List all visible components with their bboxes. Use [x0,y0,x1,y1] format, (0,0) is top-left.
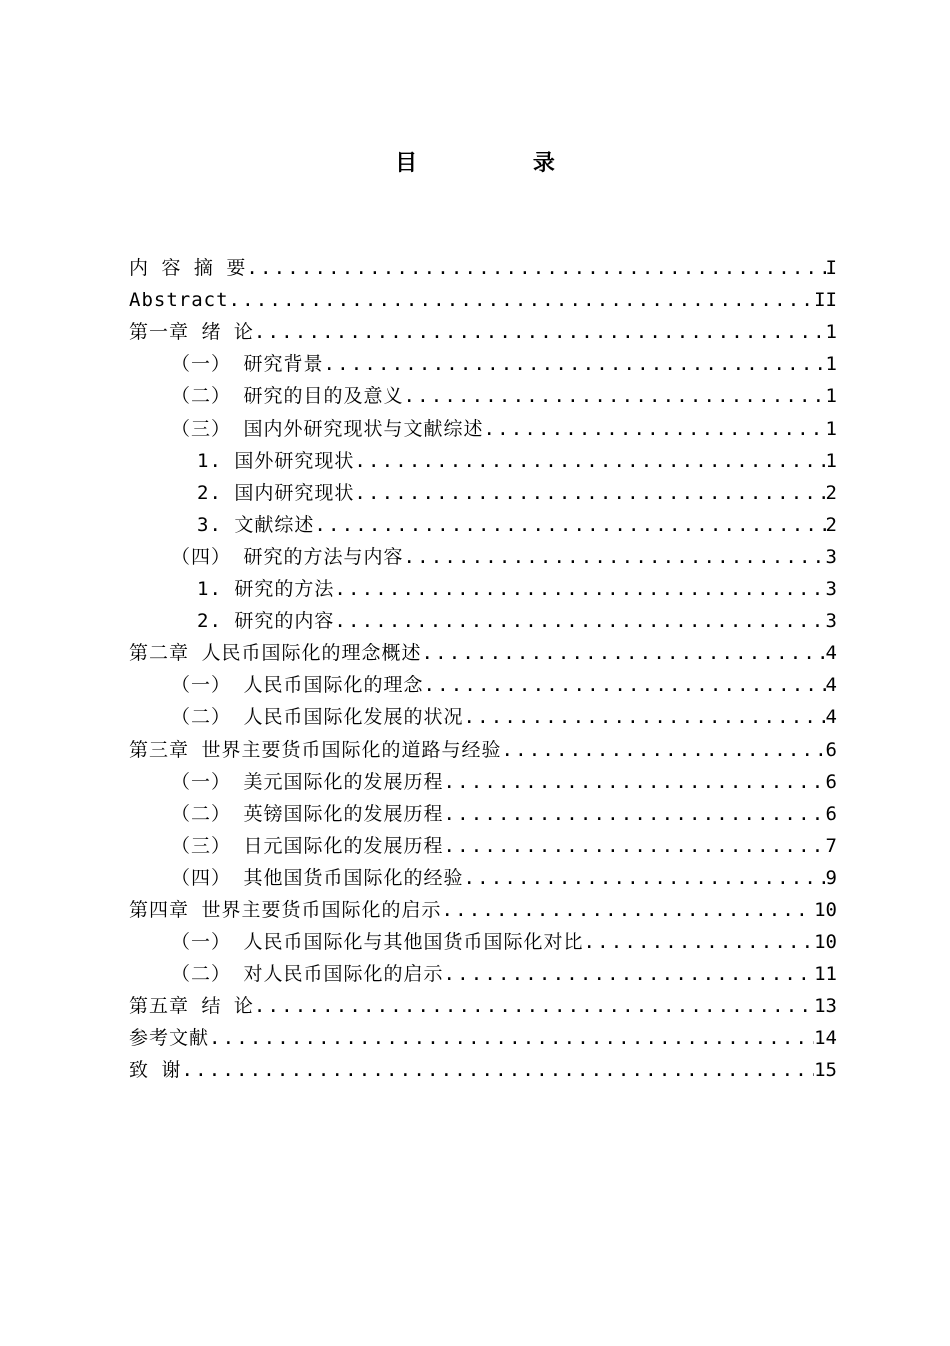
toc-entry-label: 致 谢 [129,1059,182,1082]
table-of-contents [129,247,837,1081]
toc-entry-label: （一） 美元国际化的发展历程 [171,770,444,793]
toc-dot-leader [483,418,825,440]
toc-entry[interactable] [129,536,837,568]
toc-entry[interactable] [129,343,837,375]
toc-entry-page: 3 [825,610,837,633]
toc-entry-label: 第五章 结 论 [129,995,254,1018]
toc-entry-label: （二） 研究的目的及意义 [171,385,404,408]
toc-entry-label: 3. 文献综述 [197,513,315,536]
toc-entry-page: 10 [814,931,837,954]
toc-entry-label: 第一章 绪 论 [129,321,254,344]
toc-entry[interactable] [129,728,837,760]
toc-entry-label: （二） 人民币国际化发展的状况 [171,706,464,729]
toc-entry[interactable] [129,472,837,504]
toc-entry-page: 3 [825,578,837,601]
toc-dot-leader [354,450,825,472]
toc-entry-label: （三） 日元国际化的发展历程 [171,834,444,857]
toc-entry[interactable] [129,279,837,311]
toc-dot-leader [583,931,814,953]
toc-entry[interactable] [129,600,837,632]
toc-entry[interactable] [129,1017,837,1049]
toc-entry[interactable] [129,568,837,600]
toc-entry-label: 2. 研究的内容 [197,610,335,633]
toc-entry-label: 第三章 世界主要货币国际化的道路与经验 [129,738,502,761]
toc-entry[interactable] [129,1049,837,1081]
toc-entry[interactable] [129,761,837,793]
toc-entry-label: （一） 人民币国际化的理念 [171,674,424,697]
toc-entry-label: （一） 人民币国际化与其他国货币国际化对比 [171,931,584,954]
toc-entry[interactable] [129,440,837,472]
toc-entry-page: 2 [825,481,837,504]
toc-entry-page: 4 [825,706,837,729]
toc-dot-leader [254,321,826,343]
toc-entry[interactable] [129,696,837,728]
toc-entry[interactable] [129,247,837,279]
toc-entry-page: 1 [825,353,837,376]
toc-dot-leader [443,771,825,793]
toc-dot-leader [334,610,825,632]
toc-entry[interactable] [129,375,837,407]
toc-entry-label: 第四章 世界主要货币国际化的启示 [129,898,442,921]
toc-entry-page: 15 [814,1059,837,1082]
toc-entry-label: 内 容 摘 要 [129,257,247,280]
toc-entry-page: I [825,257,837,280]
toc-entry-page: 1 [825,417,837,440]
toc-entry[interactable] [129,793,837,825]
toc-entry-page: 14 [814,1027,837,1050]
toc-dot-leader [463,706,825,728]
toc-entry[interactable] [129,825,837,857]
toc-dot-leader [229,289,815,311]
toc-entry-page: 1 [825,321,837,344]
toc-dot-leader [501,739,825,761]
toc-dot-leader [334,578,825,600]
toc-dot-leader [314,514,825,536]
toc-entry-label: 2. 国内研究现状 [197,481,355,504]
toc-entry[interactable] [129,311,837,343]
toc-entry[interactable] [129,664,837,696]
toc-entry-page: 1 [825,385,837,408]
toc-dot-leader [463,867,825,889]
toc-dot-leader [443,803,825,825]
toc-dot-leader [403,546,825,568]
toc-entry-label: （四） 其他国货币国际化的经验 [171,866,464,889]
toc-dot-leader [443,835,825,857]
toc-entry-page: 2 [825,513,837,536]
toc-dot-leader [181,1059,814,1081]
toc-entry-page: 10 [814,898,837,921]
toc-entry-page: 6 [825,738,837,761]
toc-dot-leader [354,482,825,504]
toc-entry[interactable] [129,985,837,1017]
toc-entry-page: 7 [825,834,837,857]
toc-entry-page: II [814,289,837,312]
toc-entry-label: 参考文献 [129,1027,210,1050]
toc-entry-label: 第二章 人民币国际化的理念概述 [129,642,422,665]
toc-dot-leader [323,353,825,375]
toc-entry-page: 3 [825,545,837,568]
toc-entry-page: 6 [825,770,837,793]
toc-dot-leader [254,995,814,1017]
toc-dot-leader [246,257,825,279]
toc-dot-leader [423,674,825,696]
toc-entry[interactable] [129,632,837,664]
toc-entry-label: 1. 研究的方法 [197,578,335,601]
toc-entry-label: Abstract [129,289,229,312]
toc-dot-leader [209,1027,814,1049]
toc-entry[interactable] [129,921,837,953]
toc-entry-label: （二） 对人民币国际化的启示 [171,963,444,986]
toc-entry-page: 11 [814,963,837,986]
page-title: 目 录 [395,151,609,176]
toc-entry-label: （二） 英镑国际化的发展历程 [171,802,444,825]
toc-dot-leader [403,385,825,407]
toc-entry-page: 6 [825,802,837,825]
toc-entry[interactable] [129,407,837,439]
toc-entry[interactable] [129,953,837,985]
toc-entry-page: 9 [825,866,837,889]
toc-dot-leader [441,899,814,921]
toc-entry-label: （三） 国内外研究现状与文献综述 [171,417,484,440]
toc-entry[interactable] [129,889,837,921]
toc-entry-label: （四） 研究的方法与内容 [171,545,404,568]
toc-entry-label: （一） 研究背景 [171,353,324,376]
toc-entry-label: 1. 国外研究现状 [197,449,355,472]
toc-entry[interactable] [129,504,837,536]
toc-dot-leader [421,642,825,664]
toc-entry-page: 13 [814,995,837,1018]
toc-dot-leader [443,963,814,985]
toc-entry-page: 1 [825,449,837,472]
toc-entry[interactable] [129,857,837,889]
toc-entry-page: 4 [825,674,837,697]
toc-entry-page: 4 [825,642,837,665]
